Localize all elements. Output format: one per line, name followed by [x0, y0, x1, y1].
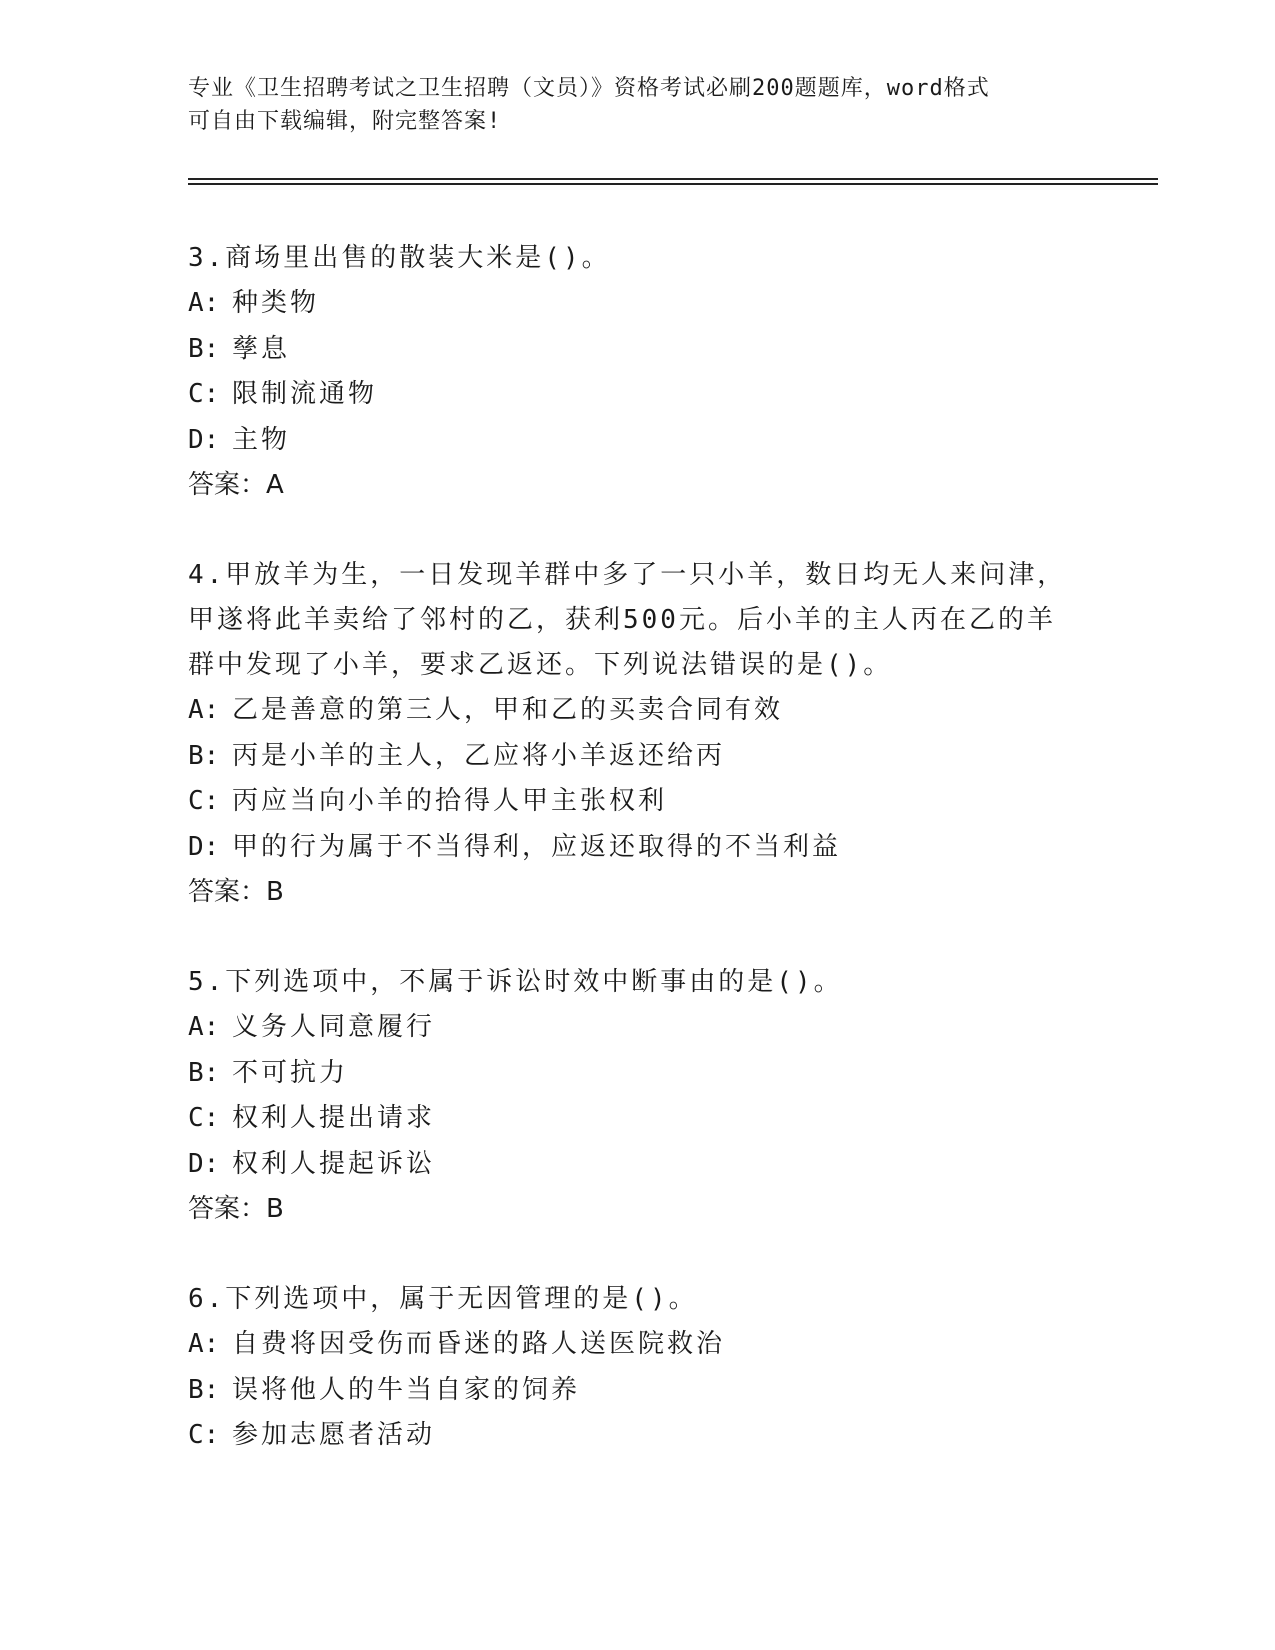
- option-label: C:: [188, 1103, 220, 1133]
- option-item: [188, 779, 1108, 825]
- option-item: [188, 688, 1108, 734]
- option-text: 参加志愿者活动: [232, 1420, 436, 1450]
- option-label: B:: [188, 1057, 220, 1088]
- question-stem-line: 甲遂将此羊卖给了邻村的乙，获利500元。后小羊的主人丙在乙的羊: [188, 605, 1056, 635]
- option-list: [188, 281, 1108, 463]
- question-item: [188, 236, 1108, 508]
- option-item: [188, 734, 1108, 780]
- option-label: A:: [188, 1329, 220, 1359]
- question-item: [188, 553, 1108, 915]
- question-stem-line: 4.甲放羊为生，一日发现羊群中多了一只小羊，数日均无人来问津，: [188, 560, 1067, 590]
- answer-line: 答案：A: [188, 470, 284, 500]
- option-text: 丙应当向小羊的拾得人甲主张权利: [232, 786, 668, 816]
- header-divider-bottom: [188, 183, 1158, 185]
- option-item: [188, 1368, 1108, 1414]
- option-item: [188, 327, 1108, 373]
- option-label: A:: [188, 695, 220, 725]
- question-stem-line: 3.商场里出售的散装大米是()。: [188, 243, 611, 273]
- option-text: 不可抗力: [232, 1057, 349, 1088]
- option-item: [188, 1005, 1108, 1051]
- document-header: [188, 72, 1068, 138]
- option-item: [188, 1413, 1108, 1459]
- option-label: A:: [188, 1012, 220, 1042]
- question-stem-line: 6.下列选项中，属于无因管理的是()。: [188, 1284, 698, 1314]
- answer-line: 答案：B: [188, 1194, 284, 1224]
- option-item: [188, 1322, 1108, 1368]
- header-line-1: 专业《卫生招聘考试之卫生招聘（文员）》资格考试必刷200题题库，word格式: [188, 76, 990, 101]
- option-list: [188, 1322, 1108, 1459]
- question-stem-line: 5.下列选项中，不属于诉讼时效中断事由的是()。: [188, 967, 843, 997]
- option-label: B:: [188, 333, 220, 364]
- option-text: 权利人提出请求: [232, 1103, 436, 1133]
- option-item: [188, 825, 1108, 871]
- option-list: [188, 688, 1108, 870]
- option-label: B:: [188, 1374, 220, 1405]
- option-item: [188, 418, 1108, 464]
- option-list: [188, 1005, 1108, 1187]
- option-item: [188, 372, 1108, 418]
- header-divider-top: [188, 178, 1158, 180]
- option-text: 自费将因受伤而昏迷的路人送医院救治: [232, 1329, 726, 1359]
- option-label: C:: [188, 379, 220, 409]
- option-label: C:: [188, 786, 220, 816]
- question-item: [188, 960, 1108, 1232]
- option-text: 误将他人的牛当自家的饲养: [232, 1374, 581, 1405]
- option-label: C:: [188, 1420, 220, 1450]
- question-stem-line: 群中发现了小羊，要求乙返还。下列说法错误的是()。: [188, 650, 893, 680]
- option-item: [188, 1051, 1108, 1097]
- option-item: [188, 1142, 1108, 1188]
- option-text: 孳息: [232, 333, 291, 364]
- question-item: [188, 1277, 1108, 1459]
- option-text: 丙是小羊的主人，乙应将小羊返还给丙: [232, 740, 726, 771]
- option-text: 义务人同意履行: [232, 1012, 436, 1042]
- answer-line: 答案：B: [188, 877, 284, 907]
- option-label: D:: [188, 831, 220, 862]
- option-label: D:: [188, 1148, 220, 1179]
- option-item: [188, 1096, 1108, 1142]
- option-text: 种类物: [232, 288, 320, 318]
- question-list: [188, 236, 1108, 1504]
- option-item: [188, 281, 1108, 327]
- header-line-2: 可自由下载编辑，附完整答案!: [188, 109, 502, 134]
- option-text: 权利人提起诉讼: [232, 1148, 436, 1179]
- option-text: 主物: [232, 424, 291, 455]
- option-label: A:: [188, 288, 220, 318]
- option-text: 限制流通物: [232, 379, 378, 409]
- option-label: D:: [188, 424, 220, 455]
- option-text: 乙是善意的第三人，甲和乙的买卖合同有效: [232, 695, 784, 725]
- option-label: B:: [188, 740, 220, 771]
- option-text: 甲的行为属于不当得利，应返还取得的不当利益: [232, 831, 842, 862]
